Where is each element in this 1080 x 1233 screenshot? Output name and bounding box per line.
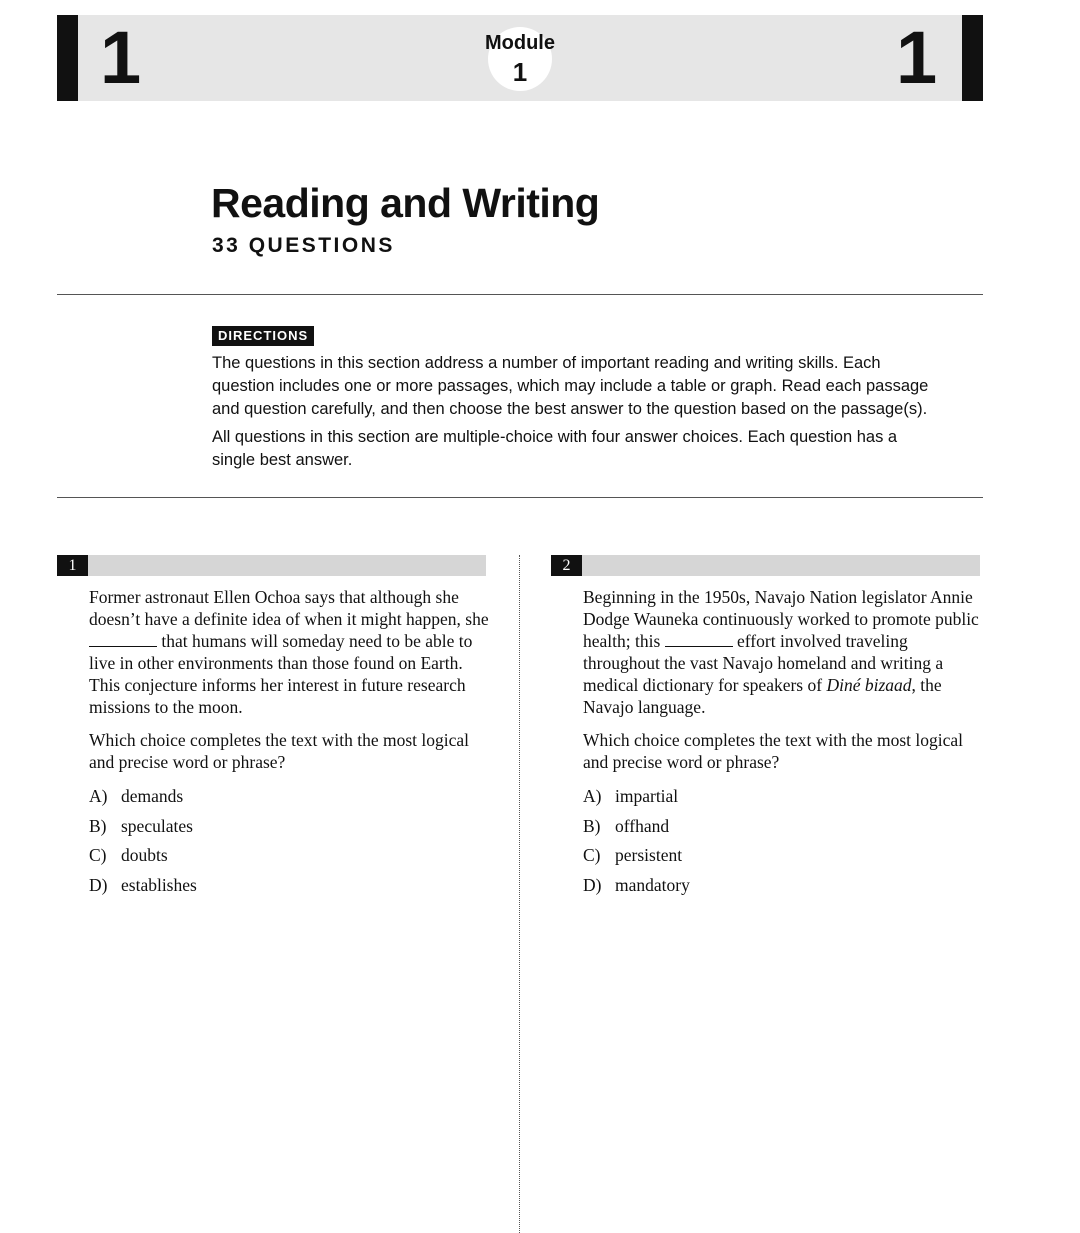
choice-text: persistent (615, 845, 683, 865)
choice-letter: C) (583, 845, 601, 865)
page-title: Reading and Writing (211, 180, 600, 226)
answer-choice-c[interactable] (583, 844, 690, 874)
answer-choice-a[interactable] (583, 785, 690, 815)
choice-text: demands (121, 786, 184, 806)
question-header-bar (57, 555, 486, 576)
directions-badge: DIRECTIONS (212, 326, 314, 346)
answer-choice-b[interactable] (583, 815, 690, 845)
section-number-left: 1 (100, 16, 142, 99)
passage-text: , the Navajo language. (583, 675, 942, 717)
question-2-passage (583, 586, 983, 718)
divider-bottom (57, 497, 983, 498)
answer-choice-c[interactable] (89, 844, 197, 874)
answer-choice-a[interactable] (89, 785, 197, 815)
choice-letter: A) (89, 786, 108, 806)
passage-text: Beginning in the 1950s, Navajo Nation legislator Annie Dodge Wauneka continuously worked to promote public health; this (583, 587, 979, 651)
answer-choice-b[interactable] (89, 815, 197, 845)
passage-text: Former astronaut Ellen Ochoa says that although she doesn’t have a definite idea of when it might happen, she (89, 587, 489, 629)
section-number-right: 1 (896, 16, 938, 99)
answer-blank (89, 632, 157, 647)
question-header-bar (551, 555, 980, 576)
directions-paragraph-2: All questions in this section are multiple-choice with four answer choices. Each question has a single best answer. (212, 428, 898, 469)
question-2-prompt: Which choice completes the text with the most logical and precise word or phrase? (583, 730, 964, 772)
choice-text: establishes (121, 874, 197, 895)
choice-text: offhand (615, 815, 670, 836)
choice-text: impartial (615, 786, 679, 806)
question-1-choices (89, 785, 197, 903)
answer-blank (665, 632, 733, 647)
answer-choice-d[interactable] (583, 874, 690, 904)
choice-letter: D) (583, 874, 602, 895)
header-right-rule (962, 15, 983, 101)
choice-text: doubts (121, 845, 168, 865)
choice-text: mandatory (615, 874, 690, 895)
answer-choice-d[interactable] (89, 874, 197, 904)
question-2-choices (583, 785, 690, 903)
question-1-prompt: Which choice completes the text with the most logical and precise word or phrase? (89, 730, 470, 772)
choice-letter: B) (89, 815, 107, 836)
question-1-passage (89, 586, 489, 718)
passage-text: effort involved traveling throughout the vast Navajo homeland and writing a medical dictionary for speakers of (583, 631, 944, 695)
choice-letter: D) (89, 874, 108, 895)
question-count: 33 QUESTIONS (212, 234, 395, 257)
choice-text: speculates (121, 815, 193, 836)
question-number: 2 (551, 555, 582, 576)
divider-top (57, 294, 983, 295)
module-number: 1 (512, 57, 528, 87)
column-divider (519, 555, 520, 1233)
header-left-rule (57, 15, 78, 101)
module-label: Module (485, 32, 555, 54)
choice-letter: B) (583, 815, 601, 836)
question-number: 1 (57, 555, 88, 576)
passage-text: that humans will someday need to be able to live in other environments than those found on Earth. This conjecture informs her interest in future research missions to the moon. (89, 631, 473, 717)
passage-italic-text: Diné bizaad (826, 675, 912, 695)
choice-letter: C) (89, 845, 107, 865)
directions-paragraph-1: The questions in this section address a number of important reading and writing skills. Each question includes one or more passages, which may include a table or graph. Read each passage and question carefully, and then choose the best answer to the question based on the passage(s). (212, 354, 929, 418)
choice-letter: A) (583, 786, 602, 806)
